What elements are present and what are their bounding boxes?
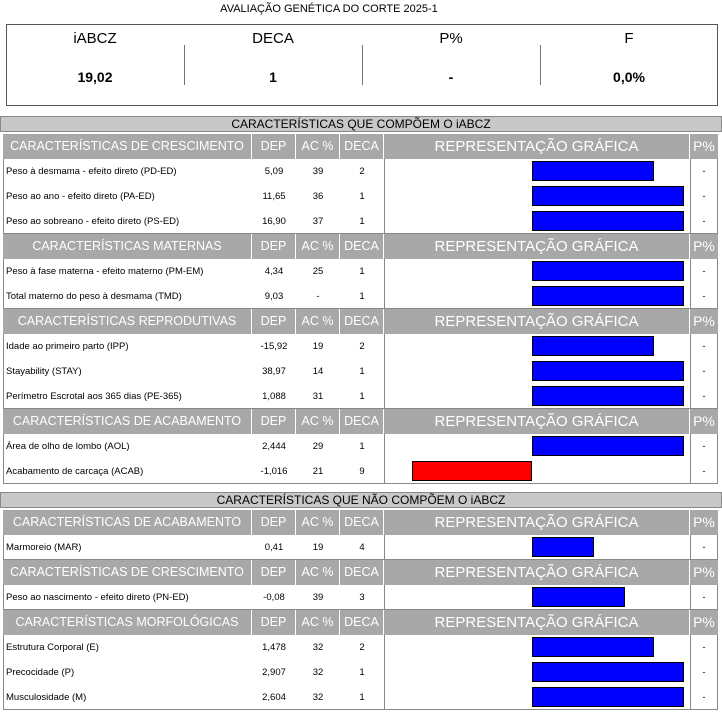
representation-divider: [384, 259, 385, 309]
trait-dep: 2,907: [262, 667, 286, 678]
trait-name: Peso à desmama - efeito direto (PD-ED): [6, 166, 177, 177]
trait-name: Peso ao nascimento - efeito direto (PN-ED): [6, 592, 189, 603]
trait-deca: 1: [359, 692, 365, 703]
positive-bar: [532, 386, 684, 406]
trait-dep: 38,97: [262, 366, 286, 377]
representation-header: REPRESENTAÇÃO GRÁFICA: [384, 560, 690, 585]
trait-name: Marmoreio (MAR): [6, 542, 82, 553]
ac-header: AC %: [296, 309, 340, 334]
trait-name: Precocidade (P): [6, 667, 75, 678]
trait-ac: 36: [312, 191, 324, 202]
trait-deca: 1: [359, 366, 365, 377]
representation-header: REPRESENTAÇÃO GRÁFICA: [384, 510, 690, 535]
ac-header: AC %: [296, 510, 340, 535]
group-name: CARACTERÍSTICAS DE ACABAMENTO: [3, 409, 252, 434]
trait-name: Estrutura Corporal (E): [6, 642, 99, 653]
trait-deca: 1: [359, 441, 365, 452]
ac-header: AC %: [296, 610, 340, 635]
trait-p: -: [702, 542, 706, 553]
group-name: CARACTERÍSTICAS DE CRESCIMENTO: [3, 560, 252, 585]
group-header: [3, 134, 718, 159]
trait-dep: 0,41: [264, 542, 284, 553]
trait-deca: 2: [359, 166, 365, 177]
positive-bar: [532, 361, 684, 381]
positive-bar: [532, 186, 684, 206]
p-header: P%: [693, 413, 715, 429]
trait-dep: 1,478: [262, 642, 286, 653]
representation-divider: [690, 259, 691, 309]
positive-bar: [532, 261, 684, 281]
trait-deca: 1: [359, 291, 365, 302]
trait-dep: 4,34: [264, 266, 284, 277]
p-header: P%: [693, 614, 715, 630]
representation-divider: [690, 334, 691, 409]
trait-dep: 1,088: [262, 391, 286, 402]
group-header: [3, 560, 718, 585]
trait-p: -: [702, 341, 706, 352]
trait-name: Stayability (STAY): [6, 366, 82, 377]
trait-deca: 1: [359, 391, 365, 402]
trait-deca: 2: [359, 341, 365, 352]
trait-name: Área de olho de lombo (AOL): [6, 441, 130, 452]
positive-bar: [532, 687, 684, 707]
trait-deca: 3: [359, 592, 365, 603]
trait-p: -: [702, 291, 706, 302]
trait-deca: 2: [359, 642, 365, 653]
trait-ac: 14: [312, 366, 324, 377]
trait-p: -: [702, 366, 706, 377]
trait-row: [3, 459, 718, 484]
group-header: [3, 610, 718, 635]
dep-header: DEP: [252, 510, 296, 535]
positive-bar: [532, 211, 684, 231]
trait-ac: 39: [312, 166, 324, 177]
representation-divider: [690, 635, 691, 710]
representation-header: REPRESENTAÇÃO GRÁFICA: [384, 134, 690, 159]
deca-header: DECA: [340, 560, 384, 585]
group-header: [3, 234, 718, 259]
group-header: [3, 309, 718, 334]
representation-divider: [690, 585, 691, 610]
trait-ac: 21: [312, 466, 324, 477]
representation-divider: [384, 434, 385, 484]
trait-ac: 32: [312, 642, 324, 653]
trait-ac: 25: [312, 266, 324, 277]
trait-name: Acabamento de carcaça (ACAB): [6, 466, 144, 477]
representation-header: REPRESENTAÇÃO GRÁFICA: [384, 409, 690, 434]
trait-name: Peso à fase materna - efeito materno (PM-EM): [6, 266, 204, 277]
trait-row: [3, 535, 718, 560]
dep-header: DEP: [252, 234, 296, 259]
group-name: CARACTERÍSTICAS DE ACABAMENTO: [3, 510, 252, 535]
trait-ac: 19: [312, 542, 324, 553]
representation-header: REPRESENTAÇÃO GRÁFICA: [384, 234, 690, 259]
trait-ac: 29: [312, 441, 324, 452]
positive-bar: [532, 537, 594, 557]
deca-header: DECA: [340, 409, 384, 434]
summary-f: [541, 25, 717, 105]
trait-p: -: [702, 667, 706, 678]
deca-header: DECA: [340, 610, 384, 635]
summary-label: iABCZ: [73, 30, 117, 47]
positive-bar: [532, 662, 684, 682]
representation-header: REPRESENTAÇÃO GRÁFICA: [384, 309, 690, 334]
trait-deca: 1: [359, 216, 365, 227]
representation-divider: [690, 535, 691, 560]
ac-header: AC %: [296, 560, 340, 585]
trait-dep: 5,09: [264, 166, 284, 177]
p-header: P%: [693, 514, 715, 530]
trait-p: -: [702, 191, 706, 202]
summary-value: 0,0%: [613, 69, 645, 85]
group-name: CARACTERÍSTICAS MATERNAS: [3, 234, 252, 259]
trait-p: -: [702, 642, 706, 653]
trait-dep: -1,016: [260, 466, 288, 477]
trait-ac: 32: [312, 692, 324, 703]
trait-deca: 4: [359, 542, 365, 553]
section-title: CARACTERÍSTICAS QUE NÃO COMPÕEM O iABCZ: [0, 492, 722, 508]
deca-header: DECA: [340, 510, 384, 535]
positive-bar: [532, 436, 684, 456]
positive-bar: [532, 336, 654, 356]
dep-header: DEP: [252, 610, 296, 635]
trait-name: Peso ao sobreano - efeito direto (PS-ED): [6, 216, 180, 227]
representation-divider: [384, 635, 385, 710]
trait-dep: 9,03: [264, 291, 284, 302]
summary-label: P%: [439, 30, 463, 47]
trait-name: Idade ao primeiro parto (IPP): [6, 341, 129, 352]
report-title: AVALIAÇÃO GENÉTICA DO CORTE 2025-1: [220, 3, 438, 15]
summary-p: [363, 25, 539, 105]
trait-p: -: [702, 466, 706, 477]
dep-header: DEP: [252, 409, 296, 434]
representation-divider: [384, 585, 385, 610]
deca-header: DECA: [340, 134, 384, 159]
positive-bar: [532, 286, 684, 306]
group-name: CARACTERÍSTICAS DE CRESCIMENTO: [3, 134, 252, 159]
trait-deca: 1: [359, 667, 365, 678]
deca-header: DECA: [340, 309, 384, 334]
trait-dep: 11,65: [262, 191, 286, 202]
group-name: CARACTERÍSTICAS MORFOLÓGICAS: [3, 610, 252, 635]
dep-header: DEP: [252, 560, 296, 585]
trait-deca: 1: [359, 266, 365, 277]
trait-name: Peso ao ano - efeito direto (PA-ED): [6, 191, 155, 202]
section-title: CARACTERÍSTICAS QUE COMPÕEM O iABCZ: [0, 116, 722, 132]
ac-header: AC %: [296, 234, 340, 259]
trait-dep: 2,444: [262, 441, 286, 452]
ac-header: AC %: [296, 134, 340, 159]
group-header: [3, 409, 718, 434]
representation-divider: [384, 159, 385, 234]
trait-ac: 19: [312, 341, 324, 352]
trait-dep: 2,604: [262, 692, 286, 703]
p-header: P%: [693, 564, 715, 580]
summary-label: F: [624, 30, 634, 47]
trait-p: -: [702, 266, 706, 277]
deca-header: DECA: [340, 234, 384, 259]
trait-p: -: [702, 441, 706, 452]
positive-bar: [532, 637, 654, 657]
dep-header: DEP: [252, 309, 296, 334]
summary-label: DECA: [252, 30, 294, 47]
trait-ac: 32: [312, 667, 324, 678]
trait-deca: 1: [359, 191, 365, 202]
trait-p: -: [702, 166, 706, 177]
trait-p: -: [702, 216, 706, 227]
trait-ac: 39: [312, 592, 324, 603]
representation-divider: [384, 334, 385, 409]
ac-header: AC %: [296, 409, 340, 434]
trait-dep: 16,90: [262, 216, 286, 227]
trait-ac: -: [316, 291, 320, 302]
negative-bar: [412, 461, 532, 481]
trait-name: Total materno do peso à desmama (TMD): [6, 291, 182, 302]
group-name: CARACTERÍSTICAS REPRODUTIVAS: [3, 309, 252, 334]
summary-value: 19,02: [77, 69, 113, 85]
summary-iabcz: [7, 25, 183, 105]
trait-deca: 9: [359, 466, 365, 477]
trait-p: -: [702, 592, 706, 603]
trait-dep: -0,08: [263, 592, 285, 603]
group-header: [3, 510, 718, 535]
trait-p: -: [702, 692, 706, 703]
representation-divider: [690, 434, 691, 484]
trait-name: Musculosidade (M): [6, 692, 87, 703]
dep-header: DEP: [252, 134, 296, 159]
trait-ac: 37: [312, 216, 324, 227]
representation-divider: [690, 159, 691, 234]
trait-ac: 31: [312, 391, 324, 402]
p-header: P%: [693, 138, 715, 154]
p-header: P%: [693, 313, 715, 329]
trait-dep: -15,92: [260, 341, 288, 352]
summary-deca: [185, 25, 361, 105]
trait-name: Perímetro Escrotal aos 365 dias (PE-365): [6, 391, 182, 402]
p-header: P%: [693, 238, 715, 254]
summary-panel: [6, 24, 718, 106]
representation-header: REPRESENTAÇÃO GRÁFICA: [384, 610, 690, 635]
positive-bar: [532, 161, 654, 181]
trait-p: -: [702, 391, 706, 402]
representation-divider: [384, 535, 385, 560]
summary-value: -: [448, 69, 454, 85]
positive-bar: [532, 587, 625, 607]
summary-value: 1: [269, 69, 277, 85]
